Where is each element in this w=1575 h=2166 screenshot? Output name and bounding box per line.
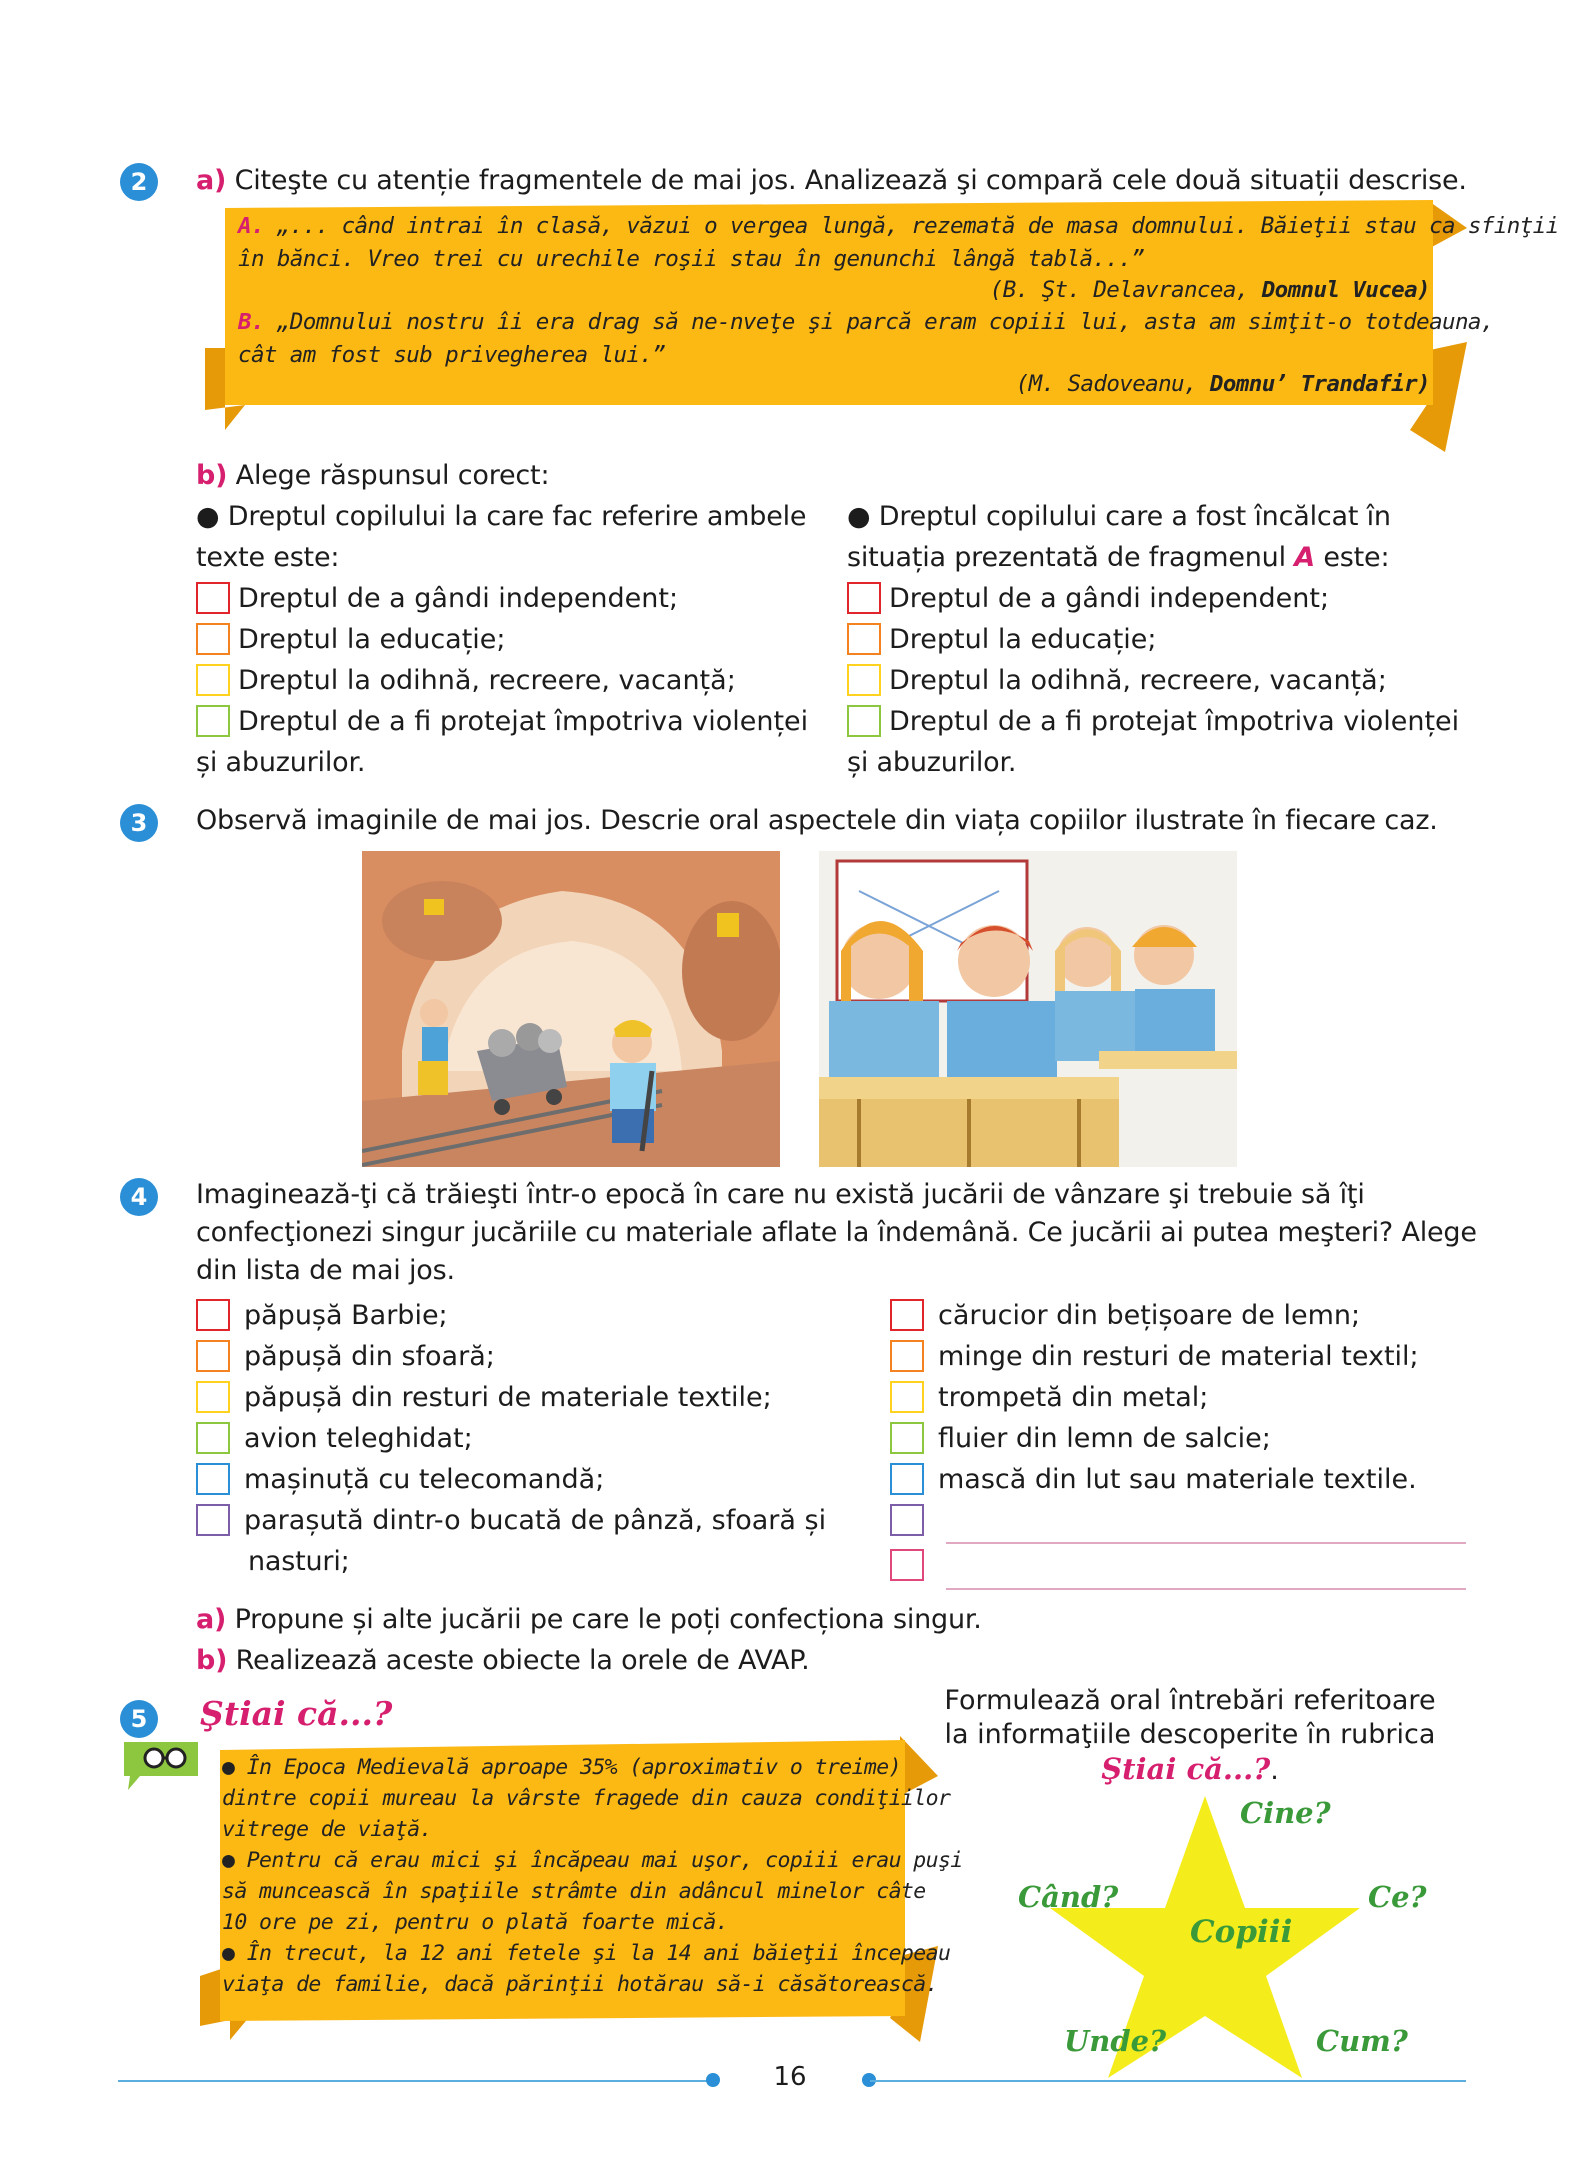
footer-rule-left (118, 2080, 714, 2082)
ex2-fragment-a-title: Domnul Vucea) (1261, 277, 1430, 303)
checkbox[interactable] (196, 623, 230, 655)
checkbox[interactable] (890, 1340, 924, 1372)
option-label: Dreptul la educație; (889, 624, 1157, 655)
fact1-line3: vitrege de viaţă. (222, 1817, 432, 1842)
item-label: avion teleghidat; (244, 1423, 473, 1454)
ex2-b-label: b) (196, 460, 228, 491)
ex2-right-question-line2 (847, 537, 1391, 578)
ex2-fragment-a-author: (B. Şt. Delavrancea, (989, 277, 1249, 303)
ex4-left-item-2[interactable] (196, 1336, 495, 1377)
option-label: Dreptul de a gândi independent; (889, 583, 1330, 614)
ex5-prompt-stiai: Ştiai că...? (1101, 1752, 1271, 1786)
fact3-line2: viaţa de familie, dacă părinţii hotărau să-i căsătorească. (222, 1972, 938, 1997)
checkbox[interactable] (196, 582, 230, 614)
ex4-left-item-6-tail: nasturi; (248, 1546, 350, 1577)
checkbox[interactable] (847, 664, 881, 696)
checkbox[interactable] (196, 1422, 230, 1454)
ex4-left-item-4[interactable] (196, 1418, 473, 1459)
checkbox[interactable] (196, 664, 230, 696)
ex2-b-text: Alege răspunsul corect: (235, 460, 550, 491)
ex2-right-option-3[interactable] (847, 660, 1387, 701)
option-label: Dreptul la educație; (238, 624, 506, 655)
checkbox[interactable] (196, 1299, 230, 1331)
fact3-line1: ● În trecut, la 12 ani fetele şi la 14 ani băieţii începeau (222, 1941, 951, 1966)
item-label: parașută dintr-o bucată de pânză, sfoară și (244, 1505, 827, 1536)
checkbox[interactable] (890, 1422, 924, 1454)
ex2-right-option-2[interactable] (847, 619, 1157, 660)
item-label: păpușă din sfoară; (244, 1341, 495, 1372)
ex2-fragment-a-source (0, 274, 1430, 307)
ex2-b-instruction (196, 455, 549, 496)
fact2-line2: să muncească în spaţiile strâmte din adâncul minelor câte (222, 1879, 926, 1904)
page-number: 16 (773, 2062, 807, 2092)
option-label: Dreptul de a fi protejat împotriva violenței (238, 706, 809, 737)
fact1-line2: dintre copii mureau la vârste fragede din cauza condiţiilor (222, 1786, 951, 1811)
fact2-line1: ● Pentru că erau mici şi încăpeau mai uşor, copiii erau puşi (222, 1848, 963, 1873)
ex2-left-question (196, 496, 806, 578)
ex3-instruction: Observă imaginile de mai jos. Descrie oral aspectele din viața copiilor ilustrate în fiecare caz. (196, 805, 1438, 836)
mine-illustration (362, 851, 780, 1167)
ex5-prompt-line2: la informaţiile descoperite în rubrica (944, 1719, 1436, 1750)
ex4-left-item-3[interactable] (196, 1377, 772, 1418)
option-label: Dreptul de a fi protejat împotriva violenței (889, 706, 1460, 737)
item-label: mașinuță cu telecomandă; (244, 1464, 605, 1495)
ex2-right-question-line1: ● Dreptul copilului care a fost încălcat în (847, 501, 1391, 532)
ex2-left-question-line2: texte este: (196, 542, 340, 573)
ex2-fragment-b-source (0, 368, 1430, 401)
item-label: minge din resturi de material textil; (938, 1341, 1419, 1372)
ex4-b-text: Realizează aceste obiecte la orele de AVAP. (235, 1645, 810, 1676)
ex4-instruction-line2: confecţionezi singur jucăriile cu materiale aflate la îndemână. Ce jucării ai putea meşteri? Alege (196, 1217, 1477, 1248)
ex2-a-label: a) (196, 165, 227, 196)
ex4-b-instruction (196, 1640, 810, 1681)
ex2-left-option-4-tail: și abuzurilor. (196, 747, 366, 778)
ex2-a-instruction (196, 160, 1467, 201)
exercise-number-2: 2 (120, 163, 158, 201)
ex4-instruction (196, 1176, 1477, 1290)
ex2-right-question-post: este: (1314, 542, 1390, 573)
ex2-fragment-b-line1: „Domnului nostru îi era drag să ne-nveţe şi parcă eram copiii lui, asta am simţit-o totdeauna, (276, 309, 1494, 335)
ex4-left-item-5[interactable] (196, 1459, 604, 1500)
option-label: Dreptul la odihnă, recreere, vacanță; (238, 665, 736, 696)
ex2-fragment-a-line2: în bănci. Vreo trei cu urechile roşii stau în genunchi lângă tablă...” (238, 246, 1145, 272)
checkbox[interactable] (847, 582, 881, 614)
write-line-2[interactable] (946, 1588, 1466, 1590)
checkbox[interactable] (847, 705, 881, 737)
option-label: Dreptul la odihnă, recreere, vacanță; (889, 665, 1387, 696)
ex4-a-text: Propune și alte jucării pe care le poți confecționa singur. (234, 1604, 982, 1635)
checkbox[interactable] (847, 623, 881, 655)
checkbox[interactable] (890, 1463, 924, 1495)
ex2-fragment-b-author: (M. Sadoveanu, (1015, 371, 1197, 397)
exercise-number-5: 5 (120, 1700, 158, 1738)
ex4-a-instruction (196, 1599, 982, 1640)
fact2-line3: 10 ore pe zi, pentru o plată foarte mică. (222, 1910, 729, 1935)
ex2-left-option-2[interactable] (196, 619, 506, 660)
ex5-prompt-line1: Formulează oral întrebări referitoare (944, 1685, 1436, 1716)
checkbox[interactable] (890, 1504, 924, 1536)
ex2-a-text: Citeşte cu atenție fragmentele de mai jos. Analizează şi compară cele două situații descrise. (234, 165, 1467, 196)
item-label: mască din lut sau materiale textile. (938, 1464, 1417, 1495)
ex2-right-question-fragment: A (1294, 542, 1315, 573)
checkbox[interactable] (196, 1340, 230, 1372)
ex2-right-option-1[interactable] (847, 578, 1329, 619)
item-label: păpușă din resturi de materiale textile; (244, 1382, 772, 1413)
ex4-left-item-1[interactable] (196, 1295, 448, 1336)
question-cum: Cum? (1316, 2024, 1408, 2058)
stiai-ca-title: Ştiai că...? (200, 1694, 393, 1733)
checkbox[interactable] (196, 1381, 230, 1413)
ex2-fragment-b-title: Domnu’ Trandafir) (1209, 371, 1430, 397)
ex2-left-option-4[interactable] (196, 701, 808, 742)
ex2-fragment-b-label: B. (238, 309, 264, 335)
ex4-right-item-6[interactable] (890, 1500, 938, 1541)
footer-dot-left (706, 2073, 720, 2087)
write-line-1[interactable] (946, 1542, 1466, 1544)
ex4-right-item-1[interactable] (890, 1295, 1360, 1336)
ex2-right-option-4[interactable] (847, 701, 1459, 742)
stiai-facts (222, 1752, 963, 2000)
ex4-right-item-7[interactable] (890, 1545, 938, 1586)
exercise-number-4: 4 (120, 1178, 158, 1216)
ex4-right-item-4[interactable] (890, 1418, 1271, 1459)
checkbox[interactable] (196, 1463, 230, 1495)
ex4-left-item-6[interactable] (196, 1500, 826, 1541)
classroom-illustration (819, 851, 1237, 1167)
ex4-right-item-5[interactable] (890, 1459, 1417, 1500)
ex2-left-option-1[interactable] (196, 578, 678, 619)
glasses-icon (120, 1736, 202, 1792)
item-label: trompetă din metal; (938, 1382, 1209, 1413)
question-ce: Ce? (1368, 1880, 1427, 1914)
item-label: păpușă Barbie; (244, 1300, 448, 1331)
ex5-prompt-dot: . (1270, 1755, 1279, 1786)
checkbox[interactable] (890, 1381, 924, 1413)
ex2-right-option-4-tail: și abuzurilor. (847, 747, 1017, 778)
ex4-instruction-line1: Imaginează-ţi că trăieşti într-o epocă în care nu există jucării de vânzare şi trebuie să îţi (196, 1179, 1365, 1210)
ex2-fragment-a-line1: „... când intrai în clasă, văzui o vergea lungă, rezemată de masa domnului. Băieţii stau ca sfinţii (276, 213, 1559, 239)
question-cand: Când? (1018, 1880, 1119, 1914)
ex4-right-item-3[interactable] (890, 1377, 1208, 1418)
ex5-prompt (900, 1684, 1480, 1788)
ex4-right-item-2[interactable] (890, 1336, 1419, 1377)
ex2-right-question-pre: situația prezentată de fragmenul (847, 542, 1295, 573)
item-label: cărucior din bețișoare de lemn; (938, 1300, 1361, 1331)
checkbox[interactable] (196, 705, 230, 737)
star-center-word: Copiii (1190, 1914, 1293, 1950)
ex2-fragment-a (238, 210, 1559, 276)
ex4-instruction-line3: din lista de mai jos. (196, 1255, 455, 1286)
ex2-right-question (847, 496, 1391, 578)
ex2-fragment-a-label: A. (238, 213, 264, 239)
question-cine: Cine? (1240, 1796, 1331, 1830)
ex4-a-label: a) (196, 1604, 227, 1635)
fact1-line1: ● În Epoca Medievală aproape 35% (aproximativ o treime) (222, 1755, 901, 1780)
ex4-b-label: b) (196, 1645, 228, 1676)
question-unde: Unde? (1064, 2024, 1167, 2058)
ex2-left-option-3[interactable] (196, 660, 736, 701)
ex2-left-question-line1: ● Dreptul copilului la care fac referire ambele (196, 501, 807, 532)
checkbox[interactable] (890, 1549, 924, 1581)
ex2-fragment-b-line2: cât am fost sub privegherea lui.” (238, 342, 666, 368)
checkbox[interactable] (196, 1504, 230, 1536)
ex2-fragment-b (238, 306, 1494, 372)
item-label: fluier din lemn de salcie; (938, 1423, 1271, 1454)
checkbox[interactable] (890, 1299, 924, 1331)
option-label: Dreptul de a gândi independent; (238, 583, 679, 614)
footer-rule-right (870, 2080, 1466, 2082)
exercise-number-3: 3 (120, 804, 158, 842)
